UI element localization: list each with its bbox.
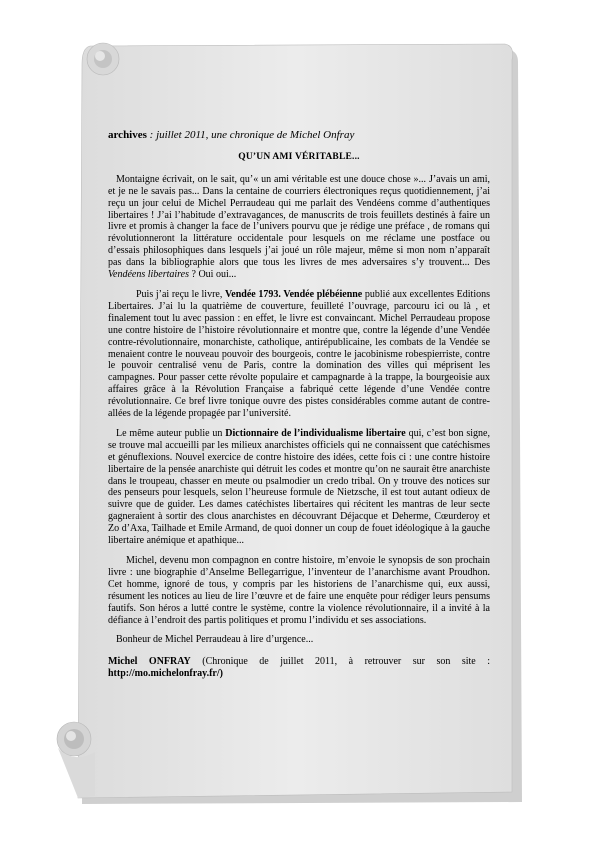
archives-label: archives [108,129,147,141]
paragraph-4-text: Michel, devenu mon compagnon en contre histoire, m’envoie le synopsis de son prochain livre : une biographie d’Anselme Bellegarrigue, l’inventeur de l’anarchisme avant Proudhon. Cet homme, ignoré de tous, y compris par les historiens de l’anarchisme qui, eux aussi, résument les notices au lieu de lire l’œuvre et de faire une enquête pour rédiger leurs pensums fautifs. Son héros a lutté contre le système, contre la violence révolutionnaire, il a invité à la défiance à l’endroit des partis politiques et promu l’individu et ses associations. [108,555,490,626]
paragraph-4 [108,555,490,626]
paragraph-1-text: Montaigne écrivait, on le sait, qu’« un ami véritable est une douce chose »... J’avais un ami, et je ne le savais pas... Dans la centaine de courriers électroniques reçus quotidiennement, j’ai reçu un jour celui de Michel Perraudeau qui me parlait des Vendéens comme d’authentiques libertaires ! J’ai l’habitude d’extravagances, de manuscrits de trois feuillets destinés à faire un livre et promis à changer la face de l’univers pourvu que je rédige une préface , de romans qui révolutionneront la littérature occidentale pour lesquels on me réclame une postface ou d’essais philosophiques dans lesquels j’ai joué un rôle majeur, même si mon nom n’apparaît pas dans la bibliographie alors que tous les livres de mes adversaires s’y trouvent... Des [108,173,490,269]
paragraph-1-italic: Vendéens libertaires [108,269,190,281]
book-title-vendee: Vendée 1793. Vendée plébéienne [224,288,363,300]
signature-text: (Chronique de juillet 2011, à retrouver sur son site : [190,656,490,668]
paragraph-5-text: Bonheur de Michel Perraudeau à lire d’urgence... [116,634,314,646]
paragraph-5 [108,634,490,646]
book-title-dictionnaire: Dictionnaire de l’individualisme libertaire [225,427,406,439]
paragraph-1 [108,174,490,281]
author-name: Michel ONFRAY [108,656,191,668]
paragraph-3-lead: Le même auteur publie un [116,427,226,439]
article [108,130,490,684]
signature [108,656,490,680]
scroll-bottom-curl [57,722,95,798]
scroll-top-curl [87,43,119,75]
article-title: QU’UN AMI VÉRITABLE... [238,151,360,162]
paragraph-3-text: qui, c’est bon signe, se trouve mal accueilli par les milieux anarchistes officiels qui ne connaissent que catéchismes et génuflexions. Nouvel exercice de contre histoire des idées, cette fois ci : une contre histoire libertaire de la pensée anarchiste qui détruit les codes et montre qu’on ne saurait être anarchiste dans le troupeau, chasser en meute ou psalmodier un credo tribal. On y trouve des notices sur des penseurs pour lesquels, selon l’heureuse formule de Nietzsche, il est tout autant odieux de suivre que de guider. Les dames catéchistes libertaires qui récitent les mantras de leur secte gagneraient à sortir des clous anarchistes en découvrant Déjacque et Deherme, Cœurderoy et Zo d’Axa, Tailhade et Emile Armand, de quoi donner un coup de fouet idéologique à la gauche libertaire anémique et apathique... [108,427,490,547]
archive-header [108,130,490,142]
paragraph-1-tail: ? Oui oui... [189,269,237,281]
paragraph-3 [108,428,490,547]
paragraph-2-text: publié aux excellentes Editions Libertaires. J’ai lu la quatrième de couverture, feuilleté l’ouvrage, parcouru ici ou là , et finalement tout lu avec passion : en effet, le livre est convaincant. Michel Perraudeau propose une contre histoire de l’histoire révolutionnaire et montre que, contre la légende d’une Vendée contre-révolutionnaire, monarchiste, catholique, antirépublicaine, les combats de la Vendée se menaient contre le nouveau pouvoir des bourgeois, contre le jacobinisme robespierriste, contre le pouvoir centralisé venu de Paris, contre la domination des villes qui méprisent les campagnes. Pour passer cette révolte populaire et campagnarde à la trappe, la bourgeoisie aux affaires grâce à la Révolution Française a fabriqué cette légende d’une Vendée contre révolutionnaire. Ce bref livre tonique ouvre des pistes considérables comme autant de contre-allées de la légende propagée par l’université. [108,288,490,420]
paragraph-2-lead: Puis j’ai reçu le livre, [136,288,225,300]
site-link[interactable]: http://mo.michelonfray.fr/) [108,668,223,680]
archive-subtitle: : juillet 2011, une chronique de Michel Onfray [146,129,355,141]
paragraph-2 [108,289,490,420]
